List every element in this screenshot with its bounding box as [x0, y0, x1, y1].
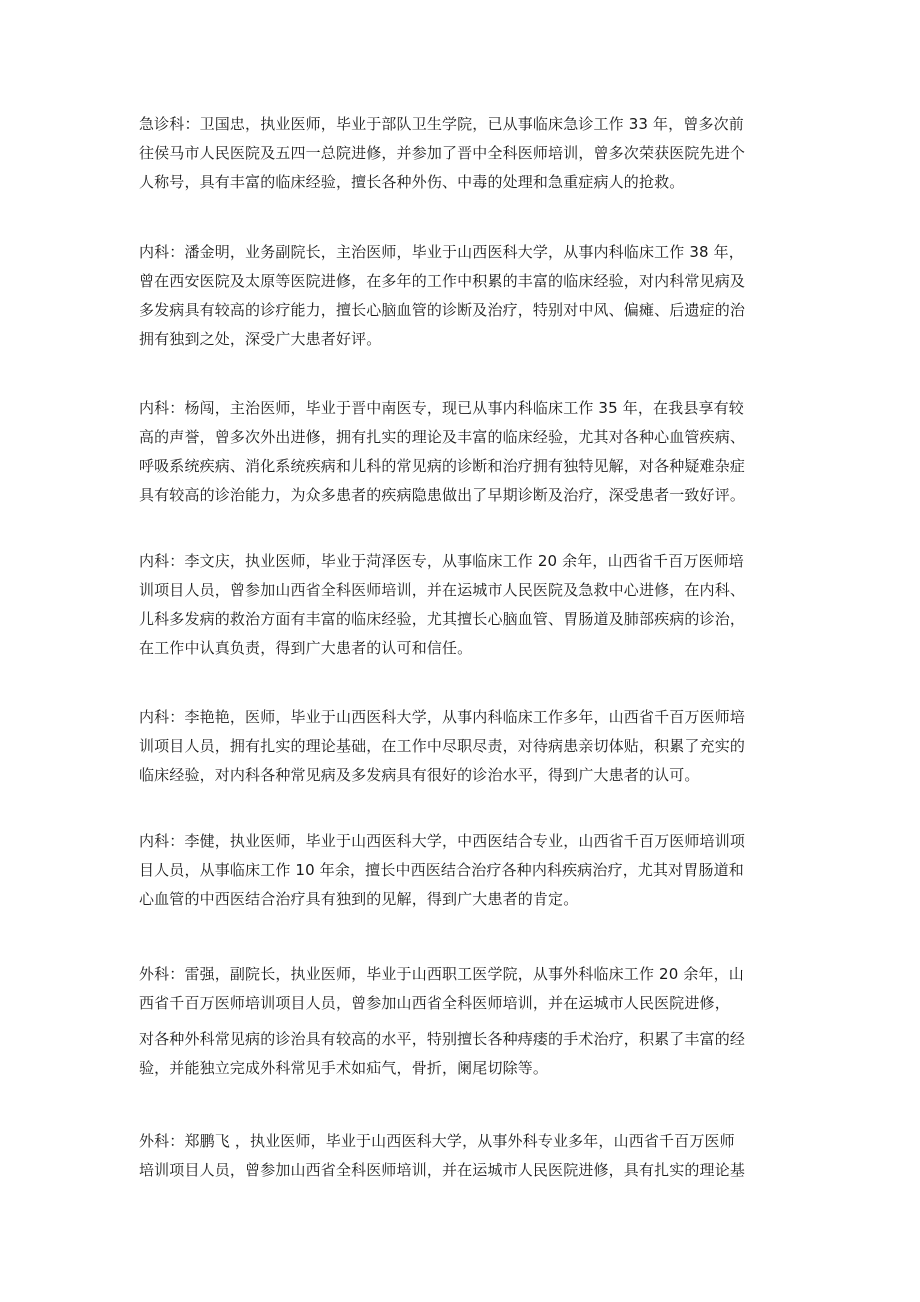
text-line: 外科：郑鹏飞 ，执业医师，毕业于山西医科大学，从事外科专业多年，山西省千百万医师 — [139, 1132, 735, 1150]
text-line: 内科：李健，执业医师，毕业于山西医科大学，中西医结合专业，山西省千百万医师培训项 — [139, 832, 746, 850]
text-line: 内科：李艳艳，医师，毕业于山西医科大学，从事内科临床工作多年，山西省千百万医师培 — [139, 708, 746, 726]
text-line: 曾在西安医院及太原等医院进修，在多年的工作中积累的丰富的临床经验，对内科常见病及 — [139, 272, 746, 290]
text-line: 外科：雷强，副院长，执业医师，毕业于山西职工医学院，从事外科临床工作 20 余年，山 — [139, 965, 744, 983]
paragraph-internal-li-jian — [139, 827, 789, 914]
paragraph-surgery-zheng — [139, 1127, 789, 1185]
text-line: 内科：潘金明，业务副院长，主治医师，毕业于山西医科大学，从事内科临床工作 38 年， — [139, 243, 744, 261]
text-line: 内科：杨闯，主治医师，毕业于晋中南医专，现已从事内科临床工作 35 年，在我县享有较 — [139, 399, 744, 417]
text-line: 内科：李文庆，执业医师，毕业于菏泽医专，从事临床工作 20 余年，山西省千百万医师培 — [139, 552, 744, 570]
text-line: 西省千百万医师培训项目人员，曾参加山西省全科医师培训，并在运城市人民医院进修， — [139, 994, 730, 1012]
paragraph-emergency-wei — [139, 110, 789, 197]
text-line: 心血管的中西医结合治疗具有独到的见解，得到广大患者的肯定。 — [139, 890, 579, 908]
paragraph-internal-pan — [139, 238, 789, 354]
text-line: 验，并能独立完成外科常见手术如疝气，骨折，阑尾切除等。 — [139, 1059, 549, 1077]
paragraph-surgery-lei — [139, 960, 789, 1018]
text-line: 训项目人员，曾参加山西省全科医师培训，并在运城市人民医院及急救中心进修，在内科、 — [139, 581, 746, 599]
text-line: 目人员，从事临床工作 10 年余，擅长中西医结合治疗各种内科疾病治疗，尤其对胃肠道和 — [139, 861, 744, 879]
text-line: 拥有独到之处，深受广大患者好评。 — [139, 330, 382, 348]
text-line: 具有较高的诊治能力，为众多患者的疾病隐患做出了早期诊断及治疗，深受患者一致好评。 — [139, 486, 746, 504]
text-line: 临床经验，对内科各种常见病及多发病具有很好的诊治水平，得到广大患者的认可。 — [139, 766, 700, 784]
paragraph-internal-li-wenqing — [139, 547, 789, 663]
paragraph-surgery-lei-continued — [139, 1025, 789, 1083]
text-line: 高的声誉，曾多次外出进修，拥有扎实的理论及丰富的临床经验，尤其对各种心血管疾病、 — [139, 428, 746, 446]
text-line: 急诊科：卫国忠，执业医师，毕业于部队卫生学院，已从事临床急诊工作 33 年，曾多次前 — [139, 115, 744, 133]
text-line: 在工作中认真负责，得到广大患者的认可和信任。 — [139, 639, 473, 657]
text-line: 往侯马市人民医院及五四一总院进修，并参加了晋中全科医师培训，曾多次荣获医院先进个 — [139, 144, 746, 162]
text-line: 人称号，具有丰富的临床经验，擅长各种外伤、中毒的处理和急重症病人的抢救。 — [139, 173, 685, 191]
paragraph-internal-li-yanyan — [139, 703, 789, 790]
text-line: 多发病具有较高的诊疗能力，擅长心脑血管的诊断及治疗，特别对中风、偏瘫、后遗症的治 — [139, 301, 746, 319]
text-line: 儿科多发病的救治方面有丰富的临床经验，尤其擅长心脑血管、胃肠道及肺部疾病的诊治， — [139, 610, 746, 628]
paragraph-internal-yang — [139, 394, 789, 510]
text-line: 对各种外科常见病的诊治具有较高的水平，特别擅长各种痔瘘的手术治疗，积累了丰富的经 — [139, 1030, 746, 1048]
text-line: 培训项目人员，曾参加山西省全科医师培训，并在运城市人民医院进修，具有扎实的理论基 — [139, 1161, 746, 1179]
text-line: 训项目人员，拥有扎实的理论基础，在工作中尽职尽责，对待病患亲切体贴，积累了充实的 — [139, 737, 746, 755]
text-line: 呼吸系统疾病、消化系统疾病和儿科的常见病的诊断和治疗拥有独特见解，对各种疑难杂症 — [139, 457, 746, 475]
